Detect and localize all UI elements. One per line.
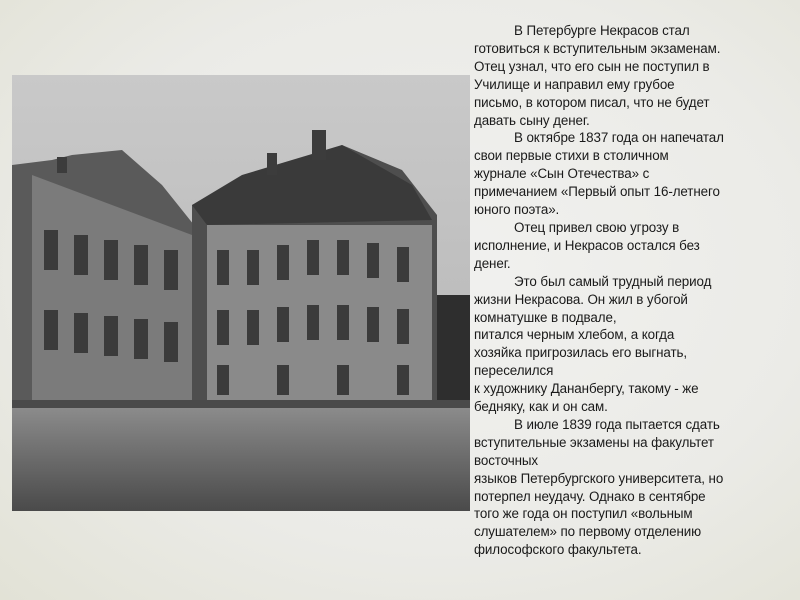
- text-line: готовиться к вступительным экзаменам.: [474, 40, 721, 56]
- text-line: слушателем» по первому отделению: [474, 524, 702, 540]
- text-line: Это был самый трудный период: [514, 273, 712, 289]
- text-line: переселился: [474, 363, 554, 379]
- text-line: свои первые стихи в столичном: [474, 148, 669, 164]
- text-line: питался черным хлебом, а когда: [474, 327, 675, 343]
- text-line: журнале «Сын Отечества» с: [474, 166, 650, 182]
- text-line: вступительные экзамены на факультет: [474, 434, 714, 450]
- text-line: философского факультета.: [474, 542, 642, 558]
- text-line: письмо, в котором писал, что не будет: [474, 94, 710, 110]
- text-line: денег.: [474, 255, 511, 271]
- building-image: [12, 75, 470, 511]
- text-line: хозяйка пригрозилась его выгнать,: [474, 345, 688, 361]
- text-line: языков Петербургского университета, но: [474, 470, 724, 486]
- text-line: В октябре 1837 года он напечатал: [514, 130, 724, 146]
- text-line: жизни Некрасова. Он жил в убогой: [474, 291, 688, 307]
- text-line: потерпел неудачу. Однако в сентябре: [474, 488, 706, 504]
- text-line: комнатушке в подвале,: [474, 309, 617, 325]
- text-line: того же года он поступил «вольным: [474, 506, 693, 522]
- biography-text: [474, 22, 794, 559]
- text-line: восточных: [474, 452, 539, 468]
- building-photo: [12, 75, 470, 511]
- text-line: давать сыну денег.: [474, 112, 590, 128]
- text-line: к художнику Дананбергу, такому - же: [474, 381, 699, 397]
- street: [12, 405, 470, 511]
- text-line: исполнение, и Некрасов остался без: [474, 237, 700, 253]
- text-line: В Петербурге Некрасов стал: [514, 23, 690, 38]
- text-line: В июле 1839 года пытается сдать: [514, 416, 720, 432]
- text-line: Отец узнал, что его сын не поступил в: [474, 58, 710, 74]
- text-line: юного поэта».: [474, 202, 560, 218]
- text-line: бедняку, как и он сам.: [474, 399, 608, 415]
- text-line: Отец привел свою угрозу в: [514, 219, 680, 235]
- text-line: примечанием «Первый опыт 16-летнего: [474, 184, 720, 200]
- text-line: Училище и направил ему грубое: [474, 76, 675, 92]
